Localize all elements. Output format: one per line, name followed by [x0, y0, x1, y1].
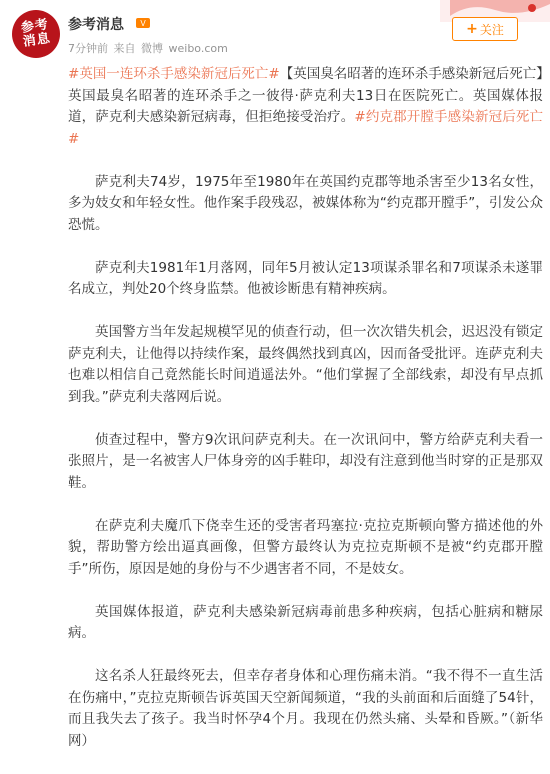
body-paragraph: 萨克利夫1981年1月落网，同年5月被认定13项谋杀罪名和7项谋杀未遂罪名成立，判处20个终身监禁。他被诊断患有精神疾病。	[68, 259, 543, 297]
plus-icon: +	[466, 21, 478, 37]
hashtag-link[interactable]: #英国一连环杀手感染新冠后死亡#	[68, 66, 280, 82]
avatar-logo: 参考 消息	[20, 17, 52, 50]
post-header	[0, 0, 550, 66]
body-paragraph: 英国警方当年发起规模罕见的侦查行动，但一次次错失机会，迟迟没有锁定萨克利夫，让他得以持续作案，最终偶然找到真凶，因而备受批评。连萨克利夫也难以相信自己竟然能长时间逍遥法外。“他们掌握了全部线索，却没有早点抓到我。”萨克利夫落网后说。	[68, 324, 543, 405]
post-meta	[68, 40, 230, 56]
vip-badge-icon	[136, 18, 150, 28]
author-name[interactable]: 参考消息	[68, 17, 124, 33]
body-paragraph: 英国媒体报道，萨克利夫感染新冠病毒前患多种疾病，包括心脏病和糖尿病。	[68, 603, 543, 641]
post-lead	[68, 64, 543, 150]
follow-label: 关注	[479, 22, 504, 37]
source-name[interactable]: 微博	[141, 42, 163, 55]
body-paragraph: 在萨克利夫魔爪下侥幸生还的受害者玛塞拉·克拉克斯顿向警方描述他的外貌，帮助警方绘出逼真画像，但警方最终认为克拉克斯顿不是被“约克郡开膛手”所伤，原因是她的身份与不少遇害者不同，不是妓女。	[68, 517, 543, 577]
body-paragraph: 萨克利夫74岁，1975年至1980年在英国约克郡等地杀害至少13名女性，多为妓女和年轻女性。他作案手段残忍，被媒体称为“约克郡开膛手”，引发公众恐慌。	[68, 173, 543, 233]
svg-text:V: V	[140, 19, 146, 28]
hashtag-link[interactable]: #约克郡开膛手感染新冠后死亡#	[68, 109, 544, 147]
post-body	[68, 64, 543, 774]
body-paragraph: 侦查过程中，警方9次讯问萨克利夫。在一次讯问中，警方给萨克利夫看一张照片，是一名被害人尸体身旁的凶手鞋印，却没有注意到他当时穿的正是那双鞋。	[68, 431, 543, 491]
source-prefix: 来自	[113, 42, 136, 55]
body-paragraph: 这名杀人狂最终死去，但幸存者身体和心理伤痛未消。“我不得不一直生活在伤痛中，”克拉克斯顿告诉英国天空新闻频道，“我的头前面和后面缝了54针，而且我失去了孩子。我当时怀孕4个月。我现在仍然头痛、头晕和昏厥。”（新华网）	[68, 668, 543, 749]
avatar[interactable]	[12, 10, 60, 58]
follow-button[interactable]	[452, 17, 518, 41]
post-time[interactable]: 7分钟前	[68, 42, 108, 55]
source-domain[interactable]: weibo.com	[168, 42, 228, 55]
lead-text: 【英国臭名昭著的连环杀手感染新冠后死亡】英国最臭名昭著的连环杀手之一彼得·萨克利夫13日在医院死亡。英国媒体报道，萨克利夫感染新冠病毒，但拒绝接受治疗。	[68, 66, 544, 125]
